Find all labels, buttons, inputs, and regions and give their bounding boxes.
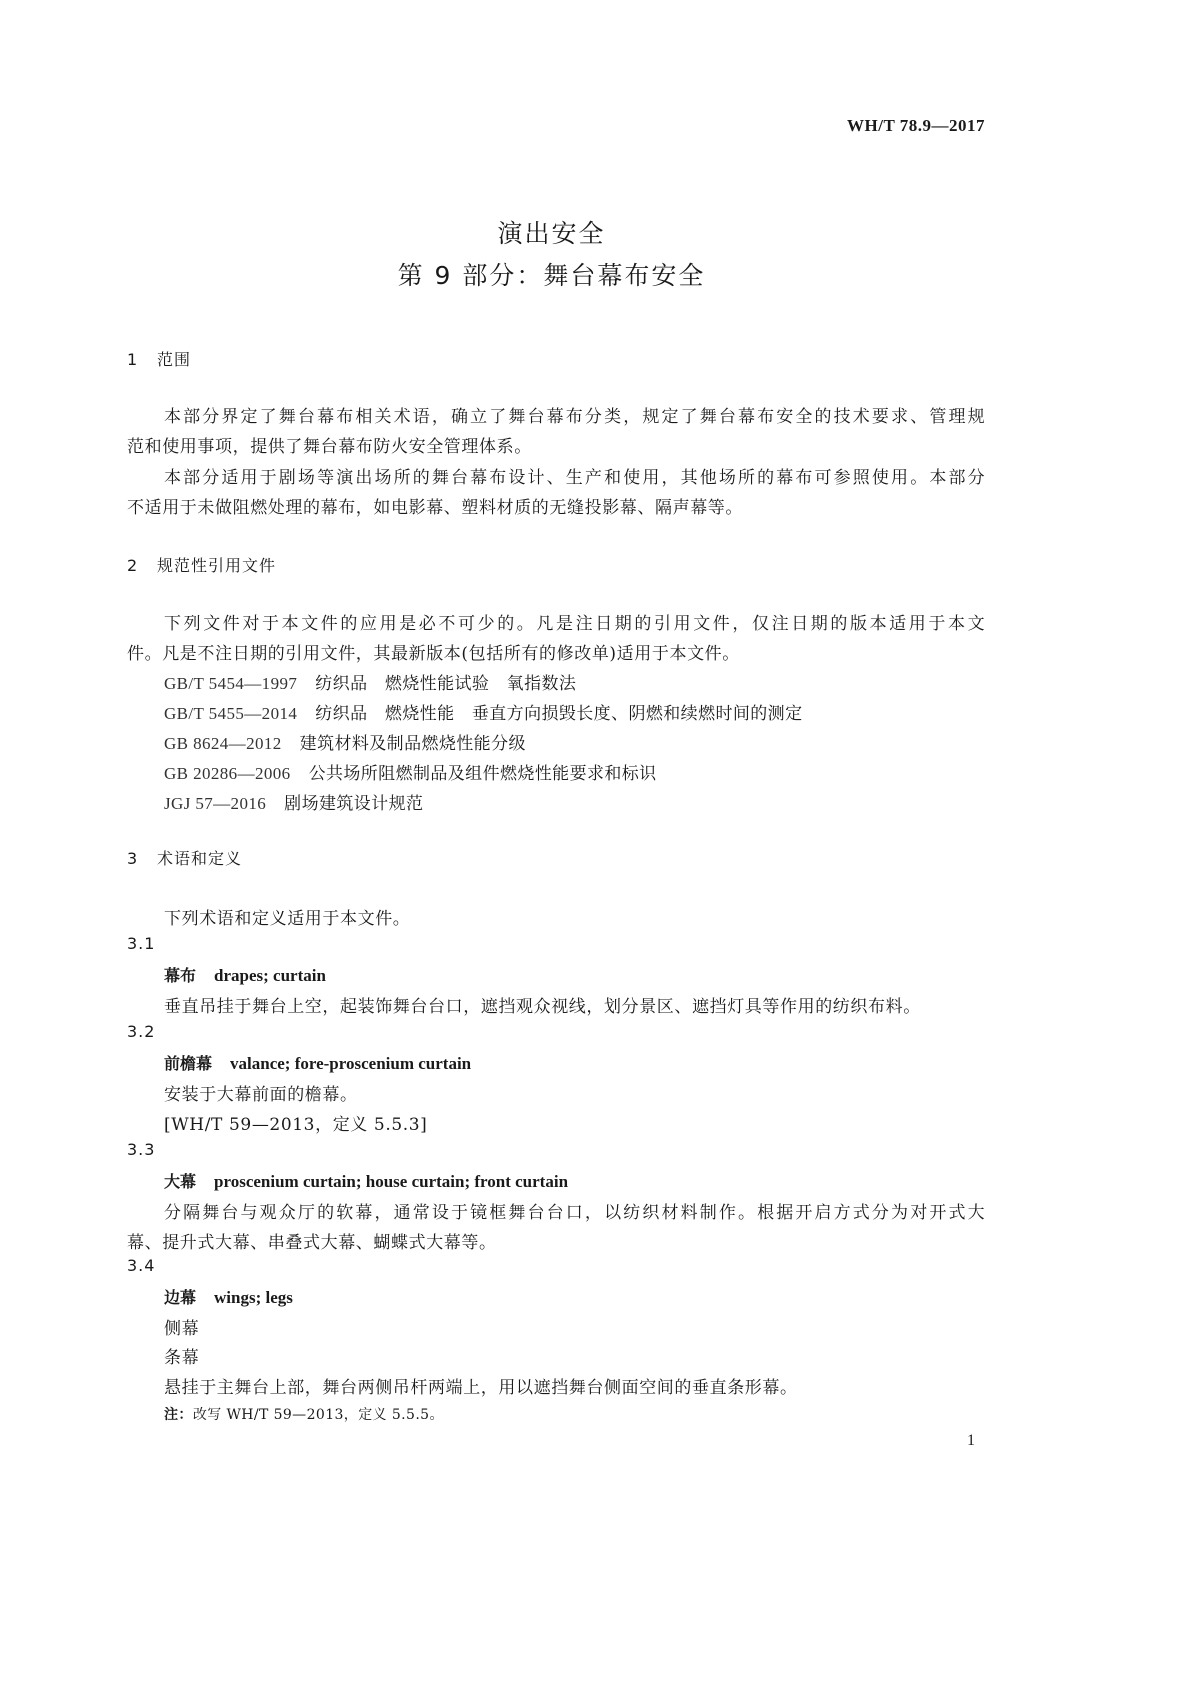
section-title: 规范性引用文件 bbox=[157, 556, 277, 575]
term-number: 3.1 bbox=[127, 934, 156, 953]
term-zh: 大幕 bbox=[164, 1172, 197, 1191]
page-number: 1 bbox=[967, 1432, 975, 1449]
term-heading bbox=[164, 963, 326, 986]
section-number: 3 bbox=[127, 849, 139, 868]
term-definition: 垂直吊挂于舞台上空，起装饰舞台台口，遮挡观众视线，划分景区、遮挡灯具等作用的纺织布料。 bbox=[164, 997, 921, 1017]
reference-title: 剧场建筑设计规范 bbox=[284, 794, 424, 814]
reference-title: 纺织品 燃烧性能 垂直方向损毁长度、阴燃和续燃时间的测定 bbox=[315, 704, 803, 724]
section-title: 术语和定义 bbox=[157, 849, 243, 868]
paragraph-line: 本部分界定了舞台幕布相关术语，确立了舞台幕布分类，规定了舞台幕布安全的技术要求、管理规 bbox=[164, 407, 985, 427]
paragraph-line: 本部分适用于剧场等演出场所的舞台幕布设计、生产和使用，其他场所的幕布可参照使用。本部分 bbox=[164, 468, 985, 488]
term-heading bbox=[164, 1285, 293, 1308]
paragraph-line: 下列文件对于本文件的应用是必不可少的。凡是注日期的引用文件，仅注日期的版本适用于本文 bbox=[164, 614, 985, 634]
term-source: [WH/T 59—2013，定义 5.5.3] bbox=[164, 1115, 428, 1135]
reference-item bbox=[164, 669, 576, 694]
reference-code: GB/T 5455—2014 bbox=[164, 704, 298, 723]
reference-title: 纺织品 燃烧性能试验 氧指数法 bbox=[315, 674, 577, 694]
reference-code: JGJ 57—2016 bbox=[164, 794, 267, 813]
term-synonym: 侧幕 bbox=[164, 1319, 200, 1339]
term-definition: 幕、提升式大幕、串叠式大幕、蝴蝶式大幕等。 bbox=[127, 1233, 497, 1253]
paragraph-line: 范和使用事项，提供了舞台幕布防火安全管理体系。 bbox=[127, 437, 532, 457]
term-definition: 安装于大幕前面的檐幕。 bbox=[164, 1085, 358, 1105]
reference-code: GB 8624—2012 bbox=[164, 734, 282, 753]
term-heading bbox=[164, 1051, 471, 1074]
standard-number: WH/T 78.9—2017 bbox=[847, 116, 985, 135]
reference-item bbox=[164, 759, 657, 784]
term-note bbox=[164, 1404, 444, 1424]
term-en: proscenium curtain; house curtain; front curtain bbox=[214, 1172, 569, 1191]
reference-item bbox=[164, 789, 423, 814]
reference-title: 建筑材料及制品燃烧性能分级 bbox=[299, 734, 526, 754]
paragraph-line: 不适用于未做阻燃处理的幕布，如电影幕、塑料材质的无缝投影幕、隔声幕等。 bbox=[127, 498, 743, 518]
paragraph-line: 下列术语和定义适用于本文件。 bbox=[164, 909, 411, 929]
term-definition: 悬挂于主舞台上部，舞台两侧吊杆两端上，用以遮挡舞台侧面空间的垂直条形幕。 bbox=[164, 1378, 798, 1398]
section-number: 1 bbox=[127, 350, 139, 369]
term-number: 3.4 bbox=[127, 1256, 156, 1275]
term-en: valance; fore-proscenium curtain bbox=[230, 1054, 472, 1073]
section-number: 2 bbox=[127, 556, 139, 575]
section-3-heading bbox=[127, 846, 242, 869]
reference-code: GB/T 5454—1997 bbox=[164, 674, 298, 693]
note-label: 注： bbox=[164, 1407, 193, 1423]
section-2-heading bbox=[127, 553, 276, 576]
reference-code: GB 20286—2006 bbox=[164, 764, 291, 783]
term-heading bbox=[164, 1169, 568, 1192]
term-en: wings; legs bbox=[214, 1288, 293, 1307]
section-1-heading bbox=[127, 347, 191, 370]
term-zh: 前檐幕 bbox=[164, 1054, 213, 1073]
section-title: 范围 bbox=[157, 350, 192, 369]
term-zh: 边幕 bbox=[164, 1288, 197, 1307]
reference-item bbox=[164, 729, 526, 754]
document-title-line2: 第 9 部分：舞台幕布安全 bbox=[397, 261, 706, 290]
term-zh: 幕布 bbox=[164, 966, 197, 985]
document-title-line1: 演出安全 bbox=[497, 219, 606, 248]
term-synonym: 条幕 bbox=[164, 1348, 200, 1368]
term-definition: 分隔舞台与观众厅的软幕，通常设于镜框舞台台口，以纺织材料制作。根据开启方式分为对开式大 bbox=[164, 1203, 985, 1223]
term-en: drapes; curtain bbox=[214, 966, 326, 985]
paragraph-line: 件。凡是不注日期的引用文件，其最新版本(包括所有的修改单)适用于本文件。 bbox=[127, 644, 740, 664]
reference-title: 公共场所阻燃制品及组件燃烧性能要求和标识 bbox=[308, 764, 657, 784]
reference-item bbox=[164, 699, 802, 724]
term-number: 3.2 bbox=[127, 1022, 156, 1041]
term-number: 3.3 bbox=[127, 1140, 156, 1159]
note-text: 改写 WH/T 59—2013，定义 5.5.5。 bbox=[192, 1407, 444, 1423]
